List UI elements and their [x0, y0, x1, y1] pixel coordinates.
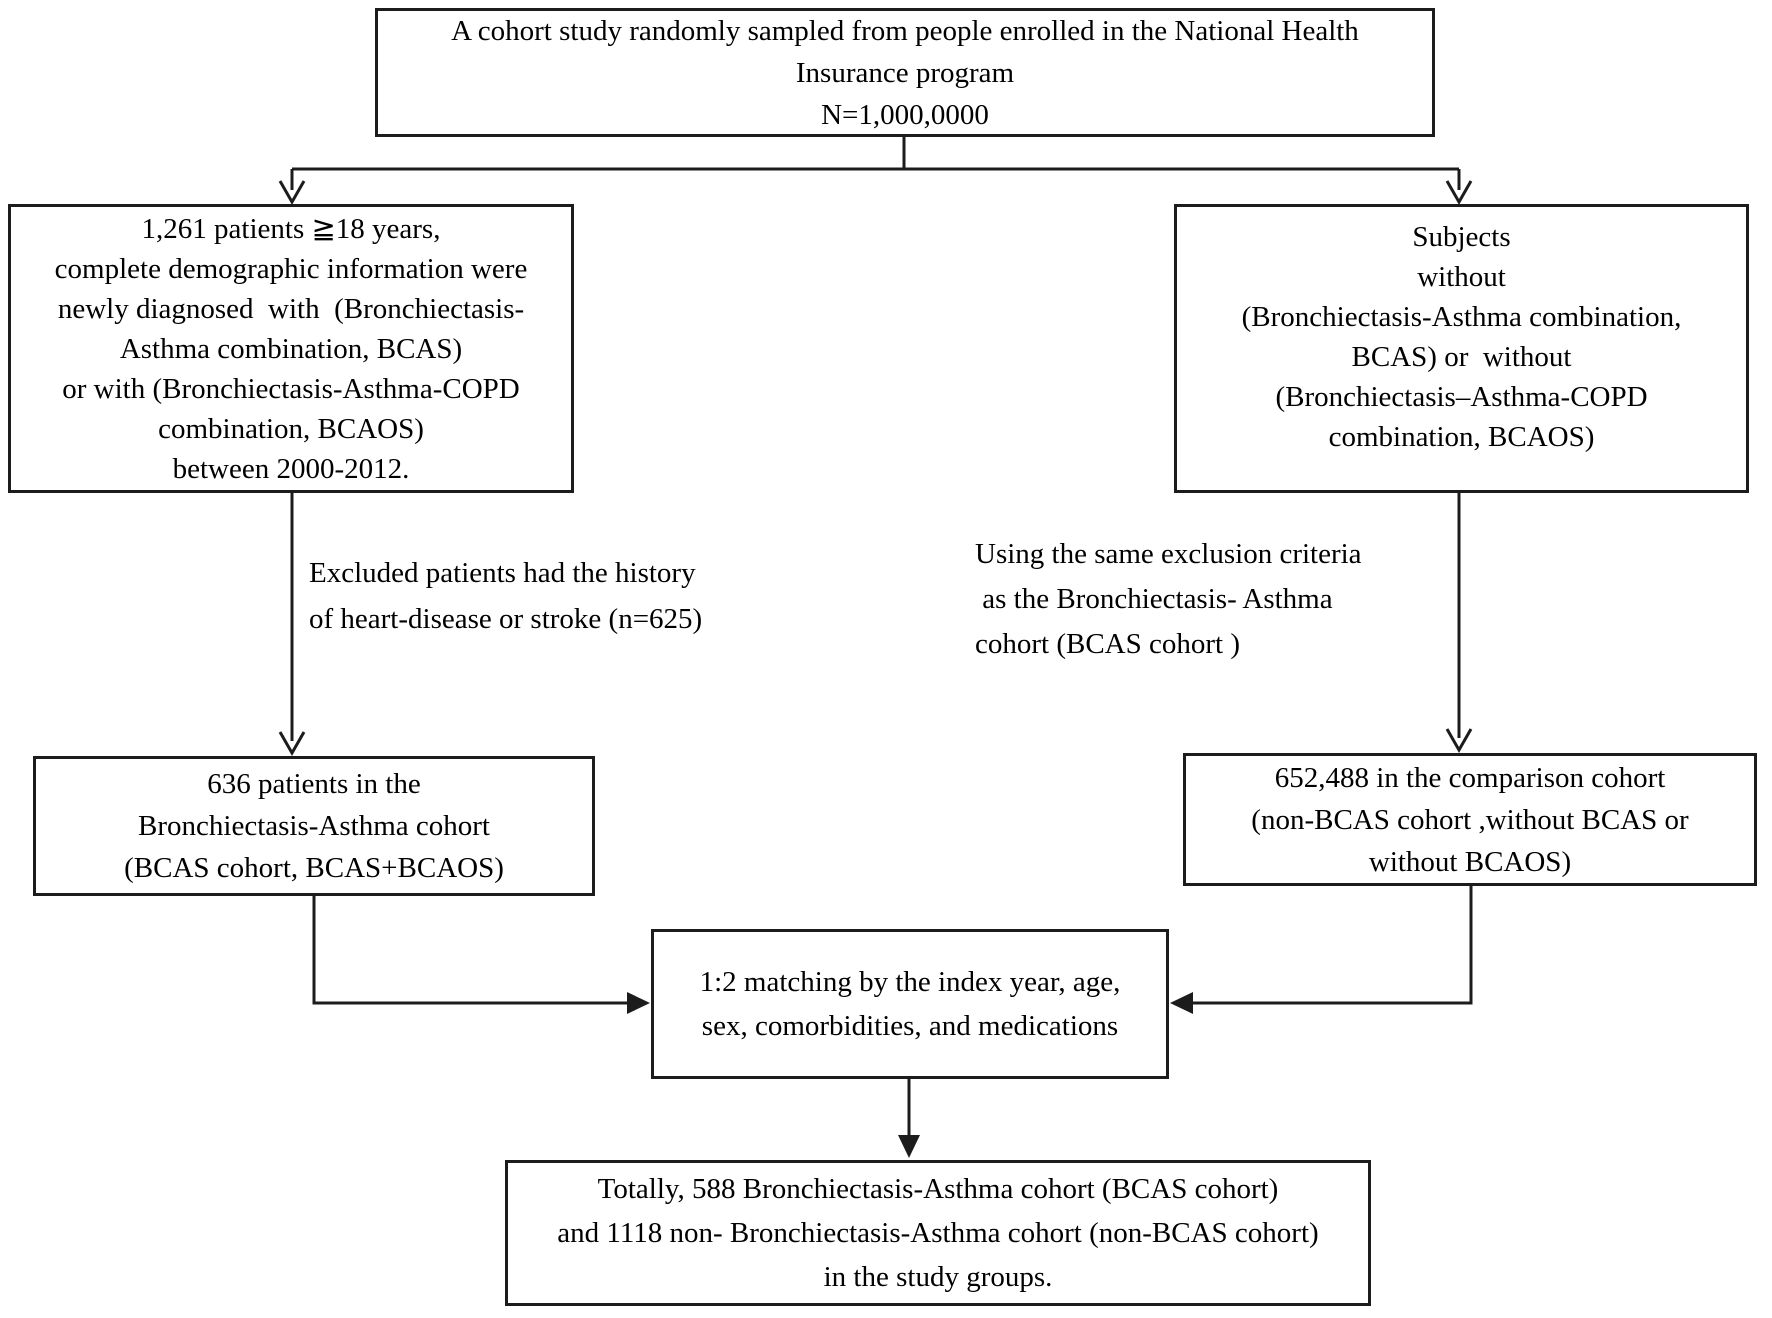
source-population-text: Insurance program: [795, 56, 1015, 89]
right-exclusion-text: Using the same exclusion criteria: [975, 538, 1362, 570]
bcas-inclusion-box: [8, 204, 574, 493]
bcas-cohort-text: 636 patients in the: [207, 768, 421, 800]
comparison-cohort-box: [1183, 753, 1757, 886]
matching-text: 1:2 matching by the index year, age,: [699, 966, 1121, 998]
comparison-cohort-text: without BCAOS): [1368, 845, 1572, 878]
arrowhead-into-final: [898, 1135, 920, 1158]
bcas-cohort-text: Bronchiectasis-Asthma cohort: [138, 810, 490, 842]
comparison-cohort-text: 652,488 in the comparison cohort: [1274, 761, 1666, 794]
bcas-inclusion-text: or with (Bronchiectasis-Asthma-COPD: [62, 372, 520, 405]
left-exclusion-label: [309, 550, 769, 642]
left-exclusion-text: Excluded patients had the history: [309, 557, 696, 589]
arrow-exclusion-left: [280, 493, 304, 753]
bcas-inclusion-text: combination, BCAOS): [158, 412, 424, 445]
arrow-source-branch: [292, 137, 1459, 169]
matching-text: sex, comorbidities, and medications: [701, 1010, 1119, 1042]
bcas-cohort-box: [33, 756, 595, 896]
source-population-text: A cohort study randomly sampled from people enrolled in the National Health: [451, 14, 1359, 47]
bcas-inclusion-text: newly diagnosed with (Bronchiectasis-: [57, 292, 525, 325]
bcas-inclusion-text: Asthma combination, BCAS): [119, 332, 463, 365]
comparison-inclusion-text: combination, BCAOS): [1328, 421, 1595, 453]
arrowhead-into-matching-left: [627, 992, 650, 1014]
comparison-inclusion-text: (Bronchiectasis-Asthma combination,: [1241, 301, 1682, 333]
final-groups-text: and 1118 non- Bronchiectasis-Asthma cohort (non-BCAS cohort): [557, 1217, 1319, 1249]
matching-box: [651, 929, 1169, 1079]
right-exclusion-text: as the Bronchiectasis- Asthma: [975, 583, 1333, 615]
arrowhead-into-matching-right: [1170, 992, 1193, 1014]
bcas-cohort-text: (BCAS cohort, BCAS+BCAOS): [124, 852, 504, 884]
right-exclusion-label: [975, 532, 1445, 667]
comparison-inclusion-text: without: [1417, 261, 1506, 293]
arrow-exclusion-right: [1447, 493, 1471, 750]
comparison-cohort-text: (non-BCAS cohort ,without BCAS or: [1251, 803, 1689, 836]
source-population-text: N=1,000,0000: [821, 98, 989, 131]
arrow-into-bcas-inclusion: [280, 169, 304, 202]
comparison-inclusion-text: BCAS) or without: [1351, 341, 1572, 373]
final-groups-text: in the study groups.: [823, 1261, 1053, 1293]
comparison-inclusion-box: [1174, 204, 1749, 493]
bcas-inclusion-text: complete demographic information were: [54, 252, 528, 285]
final-groups-box: [505, 1160, 1371, 1306]
right-exclusion-text: cohort (BCAS cohort ): [975, 628, 1240, 660]
comparison-inclusion-text: (Bronchiectasis–Asthma-COPD: [1275, 381, 1648, 413]
arrow-comparison-to-matching: [1190, 886, 1471, 1003]
comparison-inclusion-text: Subjects: [1412, 221, 1511, 253]
arrow-bcas-to-matching: [314, 896, 630, 1003]
bcas-inclusion-text: 1,261 patients ≧18 years,: [141, 212, 441, 245]
bcas-inclusion-text: between 2000-2012.: [172, 452, 410, 485]
final-groups-text: Totally, 588 Bronchiectasis-Asthma cohort (BCAS cohort): [597, 1173, 1279, 1205]
left-exclusion-text: of heart-disease or stroke (n=625): [309, 603, 703, 635]
source-population-box: [375, 8, 1435, 137]
arrow-into-comparison-inclusion: [1447, 169, 1471, 202]
